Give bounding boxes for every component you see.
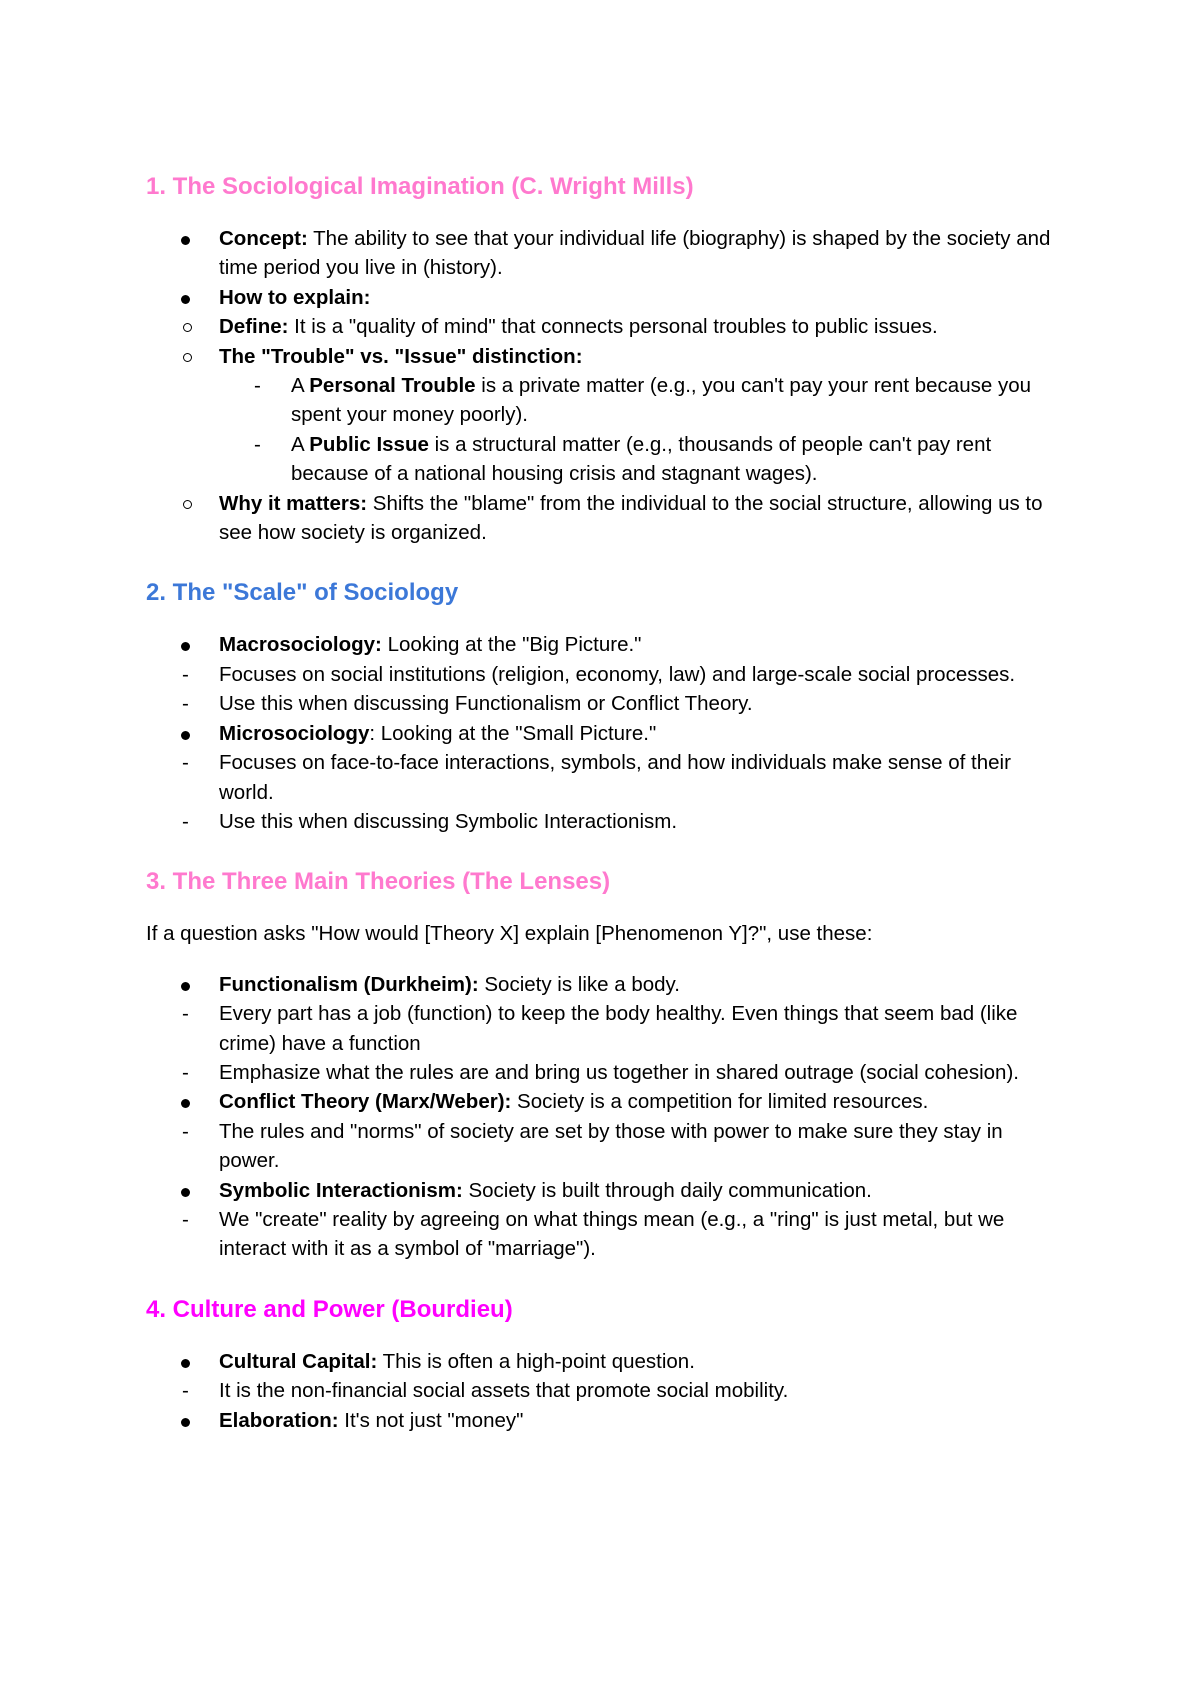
section-3-list: [146, 970, 1066, 1264]
list-item-cc-1: [182, 1376, 1066, 1405]
elab-label: Elaboration:: [219, 1408, 339, 1432]
list-item-personal-trouble: [254, 371, 1066, 430]
macro-label: Macrosociology:: [219, 633, 382, 657]
pt-pre: A: [291, 374, 310, 398]
cc-label: Cultural Capital:: [219, 1349, 378, 1373]
bullet-icon: [181, 1188, 190, 1197]
dash-marker: -: [182, 662, 189, 686]
why-label: Why it matters:: [219, 491, 368, 515]
list-item-sym-1: [182, 1205, 1066, 1264]
dash-marker: -: [254, 432, 261, 456]
bullet-icon: [181, 1418, 190, 1427]
section-heading-3: 3. The Three Main Theories (The Lenses): [146, 868, 611, 896]
list-item-func-1: [182, 999, 1066, 1058]
concept-label: Concept:: [219, 227, 308, 250]
circle-bullet-icon: [183, 323, 192, 332]
micro-text: : Looking at the "Small Picture.": [369, 721, 657, 745]
concept-text: The ability to see that your individual life (biography) is shaped by the society and time period you live in (history).: [219, 227, 1051, 280]
define-label: Define:: [219, 315, 289, 339]
bullet-icon: [181, 642, 190, 651]
dash-marker: -: [182, 692, 189, 716]
define-text: It is a "quality of mind" that connects personal troubles to public issues.: [288, 315, 938, 339]
func-1-text: Every part has a job (function) to keep the body healthy. Even things that seem bad (like crime) have a function: [219, 1002, 1018, 1055]
dash-marker: -: [182, 751, 189, 775]
bullet-icon: [181, 982, 190, 991]
macro-sublist: [182, 660, 1066, 719]
elab-text: It's not just "money": [338, 1408, 524, 1432]
micro-1-text: Focuses on face-to-face interactions, symbols, and how individuals make sense of their world.: [219, 751, 1011, 804]
list-item-microsociology: [146, 719, 1066, 837]
bullet-icon: [181, 236, 190, 245]
micro-2-text: Use this when discussing Symbolic Interactionism.: [219, 809, 678, 833]
list-item-conf-1: [182, 1117, 1066, 1176]
list-item-distinction: [219, 342, 1066, 489]
why-text: Shifts the "blame" from the individual to the social structure, allowing us to see how society is organized.: [219, 491, 1043, 545]
sym-sublist: [182, 1205, 1066, 1264]
pi-label: Public Issue: [309, 432, 429, 456]
conf-1-text: The rules and "norms" of society are set by those with power to make sure they stay in power.: [219, 1119, 1003, 1173]
dash-marker: -: [182, 1119, 189, 1143]
func-sublist: [182, 999, 1066, 1087]
macro-text: Looking at the "Big Picture.": [381, 633, 642, 657]
bullet-icon: [181, 1359, 190, 1368]
list-item-elaboration: [146, 1406, 1066, 1435]
func-2-text: Emphasize what the rules are and bring us together in shared outrage (social cohesion).: [219, 1060, 1019, 1084]
document-body: [146, 172, 1066, 1435]
list-item-symbolic-interactionism: [146, 1176, 1066, 1264]
section-1-list: [146, 224, 1066, 312]
section-2-list: [146, 630, 1066, 836]
sym-1-text: We "create" reality by agreeing on what things mean (e.g., a "ring" is just metal, but we interact with it as a symbol of "marriage").: [219, 1207, 1005, 1261]
dash-marker: -: [182, 1002, 189, 1026]
section-heading-2: 2. The "Scale" of Sociology: [146, 579, 459, 607]
section-4-list: [146, 1347, 1066, 1435]
section-heading-4: 4. Culture and Power (Bourdieu): [146, 1295, 513, 1323]
how-label: How to explain:: [219, 285, 371, 309]
list-item-public-issue: [254, 430, 1066, 489]
cc-text: This is often a high-point question.: [377, 1349, 695, 1373]
list-item-why-it-matters: [219, 489, 1066, 548]
dash-marker: -: [182, 1379, 189, 1403]
pi-text: is a structural matter (e.g., thousands of people can't pay rent because of a national housing crisis and stagnant wages).: [291, 432, 992, 486]
list-item-conflict-theory: [146, 1087, 1066, 1175]
conf-sublist: [182, 1117, 1066, 1176]
func-text: Society is like a body.: [478, 972, 680, 996]
macro-2-text: Use this when discussing Functionalism or Conflict Theory.: [219, 692, 753, 716]
list-item-how-to-explain: [146, 283, 1066, 312]
list-item-cultural-capital: [146, 1347, 1066, 1406]
conf-label: Conflict Theory (Marx/Weber):: [219, 1090, 512, 1114]
list-item-macrosociology: [146, 630, 1066, 718]
dash-marker: -: [182, 809, 189, 833]
bullet-icon: [181, 1099, 190, 1108]
micro-sublist: [182, 748, 1066, 836]
conf-text: Society is a competition for limited resources.: [511, 1090, 929, 1114]
pt-text: is a private matter (e.g., you can't pay your rent because you spent your money poorly).: [291, 374, 1031, 427]
dash-marker: -: [182, 1060, 189, 1084]
bullet-icon: [181, 731, 190, 740]
distinction-label: The "Trouble" vs. "Issue" distinction:: [219, 344, 583, 368]
sym-label: Symbolic Interactionism:: [219, 1178, 463, 1202]
macro-1-text: Focuses on social institutions (religion, economy, law) and large-scale social processes.: [219, 662, 1016, 686]
func-label: Functionalism (Durkheim):: [219, 972, 479, 996]
pi-pre: A: [291, 432, 310, 456]
cc-sublist: [182, 1376, 1066, 1405]
bullet-icon: [181, 295, 190, 304]
circle-bullet-icon: [183, 353, 192, 362]
dash-marker: -: [182, 1207, 189, 1231]
list-item-micro-1: [182, 748, 1066, 807]
list-item-func-2: [182, 1058, 1066, 1087]
sym-text: Society is built through daily communication.: [462, 1178, 872, 1202]
how-to-explain-sublist: [219, 312, 1066, 547]
list-item-define: [219, 312, 1066, 341]
list-item-macro-1: [182, 660, 1066, 689]
pt-label: Personal Trouble: [309, 374, 476, 398]
section-heading-1: 1. The Sociological Imagination (C. Wright Mills): [146, 173, 694, 200]
circle-bullet-icon: [183, 500, 192, 509]
list-item-micro-2: [182, 807, 1066, 836]
list-item-functionalism: [146, 970, 1066, 1088]
distinction-sublist: [254, 371, 1066, 489]
micro-label: Microsociology: [219, 721, 370, 745]
section-3-intro: If a question asks "How would [Theory X] explain [Phenomenon Y]?", use these:: [146, 922, 873, 946]
dash-marker: -: [254, 374, 261, 398]
list-item-macro-2: [182, 689, 1066, 718]
cc-1-text: It is the non-financial social assets that promote social mobility.: [219, 1379, 789, 1403]
list-item-concept: [146, 224, 1066, 283]
